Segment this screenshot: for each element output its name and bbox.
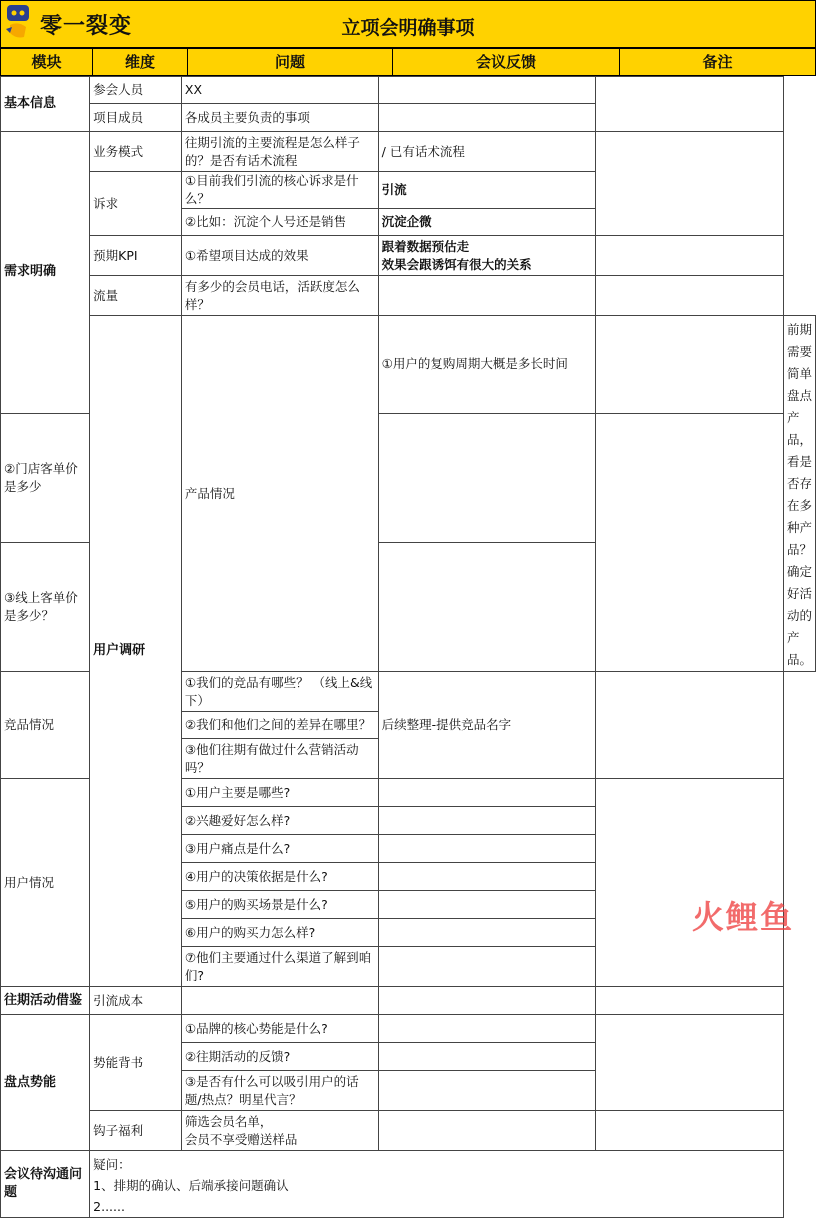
feedback-cell: [378, 807, 595, 835]
header-dimension: 维度: [92, 48, 188, 76]
remark-cell: [595, 132, 783, 236]
pending-line: 2......: [93, 1199, 125, 1214]
feedback-cell: [378, 1043, 595, 1071]
module-cell: 基本信息: [1, 77, 90, 132]
question-cell: ⑥用户的购买力怎么样?: [181, 919, 378, 947]
dimension-cell: 竞品情况: [1, 672, 90, 779]
feedback-line: 效果会跟诱饵有很大的关系: [381, 256, 532, 272]
dimension-cell: 产品情况: [181, 316, 378, 672]
requirements-table: [0, 76, 816, 1218]
table-row: [1, 1111, 816, 1151]
feedback-cell: [378, 276, 595, 316]
feedback-cell: [378, 987, 595, 1015]
question-line: 会员不享受赠送样品: [184, 1131, 298, 1147]
feedback-cell: / 已有话术流程: [378, 132, 595, 172]
question-cell: 各成员主要负责的事项: [181, 104, 378, 132]
dimension-cell: 项目成员: [90, 104, 182, 132]
remark-cell: [595, 987, 783, 1015]
question-cell: ⑦他们主要通过什么渠道了解到咱们?: [181, 947, 378, 987]
feedback-cell: [378, 919, 595, 947]
table-row: [1, 276, 816, 316]
dimension-cell: 引流成本: [90, 987, 182, 1015]
question-cell: ①我们的竞品有哪些？ （线上&线下）: [181, 672, 378, 712]
feedback-cell: [378, 542, 595, 671]
dimension-cell: 钩子福利: [90, 1111, 182, 1151]
pending-line: 疑问：: [93, 1157, 131, 1172]
remark-cell: [595, 672, 783, 779]
table-row: [1, 316, 816, 414]
question-cell: ③线上客单价是多少？: [1, 542, 90, 671]
question-line: 筛选会员名单，: [184, 1113, 273, 1129]
remark-cell: [595, 779, 783, 987]
feedback-cell: [378, 1071, 595, 1111]
module-cell: 盘点势能: [1, 1015, 90, 1151]
table-row: [1, 987, 816, 1015]
document-title: 立项会明确事项: [341, 17, 475, 39]
remark-cell: 前期需要简单盘点产品，看是否存在多种产品？确定好活动的产品。: [784, 316, 816, 672]
pending-line: 1、排期的确认、后端承接问题确认: [93, 1178, 289, 1193]
dimension-cell: 势能背书: [90, 1015, 182, 1111]
question-cell: [181, 1111, 378, 1151]
feedback-line: 跟着数据预估走: [381, 238, 470, 254]
question-cell: ②比如：沉淀个人号还是销售: [181, 209, 378, 236]
feedback-cell: 引流: [378, 172, 595, 209]
remark-cell: [595, 1111, 783, 1151]
feedback-cell: [378, 104, 595, 132]
question-cell: 往期引流的主要流程是怎么样子的？是否有话术流程: [181, 132, 378, 172]
table-row: [1, 236, 816, 276]
module-cell: 用户调研: [90, 316, 182, 987]
question-cell: ④用户的决策依据是什么?: [181, 863, 378, 891]
feedback-cell: [378, 835, 595, 863]
pending-cell: [90, 1151, 784, 1218]
watermark: 火鲤鱼: [691, 898, 794, 936]
dimension-cell: 流量: [90, 276, 182, 316]
question-cell: ①用户主要是哪些?: [181, 779, 378, 807]
module-cell: 往期活动借鉴: [1, 987, 90, 1015]
module-cell: 需求明确: [1, 132, 90, 414]
dimension-cell: 用户情况: [1, 779, 90, 987]
feedback-cell: [378, 413, 595, 542]
dimension-cell: 诉求: [90, 172, 182, 236]
remark-cell: [595, 236, 783, 276]
feedback-cell: [595, 316, 783, 414]
question-cell: ③是否有什么可以吸引用户的话题/热点？明星代言？: [181, 1071, 378, 1111]
feedback-cell: [378, 77, 595, 104]
table-row: [1, 1151, 816, 1218]
question-cell: ②兴趣爱好怎么样?: [181, 807, 378, 835]
remark-cell: [595, 276, 783, 316]
feedback-cell: 沉淀企微: [378, 209, 595, 236]
header-module: 模块: [0, 48, 93, 76]
module-cell: 会议待沟通问题: [1, 1151, 90, 1218]
remark-cell: [595, 1015, 783, 1111]
brand-name: 零一裂变: [40, 14, 133, 39]
feedback-cell: [378, 1015, 595, 1043]
question-cell: ②往期活动的反馈?: [181, 1043, 378, 1071]
question-cell: ①用户的复购周期大概是多长时间: [378, 316, 595, 414]
question-cell: ①品牌的核心势能是什么?: [181, 1015, 378, 1043]
table-row: [1, 1015, 816, 1043]
question-cell: XX: [181, 77, 378, 104]
dimension-cell: 参会人员: [90, 77, 182, 104]
feedback-cell: [378, 947, 595, 987]
question-cell: ③用户痛点是什么?: [181, 835, 378, 863]
header-feedback: 会议反馈: [392, 48, 620, 76]
feedback-cell: 后续整理-提供竞品名字: [378, 672, 595, 779]
table-row: [1, 77, 816, 104]
question-cell: ③他们往期有做过什么营销活动吗？: [181, 739, 378, 779]
remark-cell: [595, 77, 783, 132]
question-cell: ①目前我们引流的核心诉求是什么？: [181, 172, 378, 209]
table-row: [1, 132, 816, 172]
feedback-cell: [378, 779, 595, 807]
header-question: 问题: [187, 48, 393, 76]
question-cell: ②门店客单价是多少: [1, 413, 90, 542]
question-cell: ①希望项目达成的效果: [181, 236, 378, 276]
question-cell: ⑤用户的购买场景是什么?: [181, 891, 378, 919]
header-remark: 备注: [619, 48, 816, 76]
feedback-cell: [378, 863, 595, 891]
question-cell: ②我们和他们之间的差异在哪里？: [181, 712, 378, 739]
feedback-cell: [378, 236, 595, 276]
feedback-cell: [378, 891, 595, 919]
question-cell: 有多少的会员电话，活跃度怎么样？: [181, 276, 378, 316]
dimension-cell: 预期KPI: [90, 236, 182, 276]
dimension-cell: 业务模式: [90, 132, 182, 172]
question-cell: [181, 987, 378, 1015]
feedback-cell: [378, 1111, 595, 1151]
